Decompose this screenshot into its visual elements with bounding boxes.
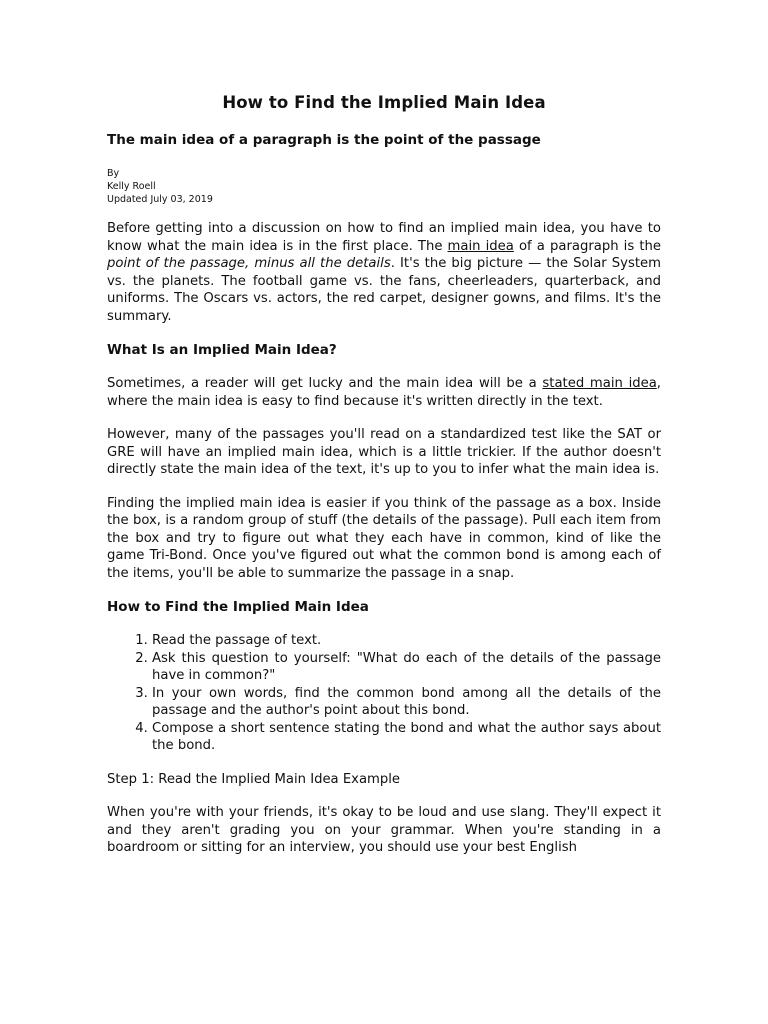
byline-by: By [107, 168, 120, 179]
steps-list [107, 632, 661, 755]
paragraph-stated [107, 375, 661, 410]
paragraph-intro-text-1: Before getting into a discussion on how to find an implied main idea, you have to know what the main idea is in the first place. The [107, 221, 661, 254]
step-1-heading: Step 1: Read the Implied Main Idea Example [107, 771, 401, 787]
paragraph-stated-text-1: Sometimes, a reader will get lucky and the main idea will be a [107, 376, 543, 391]
byline-updated: Updated July 03, 2019 [107, 194, 213, 205]
main-idea-link[interactable]: main idea [447, 238, 514, 254]
paragraph-stated-text-2: , where the main idea is easy to find because it's written directly in the text. [107, 376, 661, 409]
paragraph-example: When you're with your friends, it's okay to be loud and use slang. They'll expect it and they aren't grading you on your grammar. When you're standing in a boardroom or sitting for an interview, you should use your best English [107, 805, 661, 855]
section-heading-how-to-find: How to Find the Implied Main Idea [107, 599, 369, 615]
paragraph-box-analogy: Finding the implied main idea is easier if you think of the passage as a box. Inside the box, is a random group of stuff (the details of the passage). Pull each item from the box and try to figure out what they each have in common, kind of like the game Tri-Bond. Once you've figured out what the common bond is among each of the items, you'll be able to summarize the passage in a snap. [107, 495, 661, 581]
list-item: 1. Read the passage of text. [152, 632, 661, 650]
list-item: 3. In your own words, find the common bond among all the details of the passage and the author's point about this bond. [152, 685, 661, 720]
article-title: How to Find the Implied Main Idea [222, 93, 546, 112]
paragraph-intro [107, 220, 661, 325]
list-item: 2. Ask this question to yourself: "What do each of the details of the passage have in common?" [152, 650, 661, 685]
document-page [107, 93, 661, 873]
section-heading-implied-main-idea: What Is an Implied Main Idea? [107, 342, 337, 358]
byline [107, 167, 661, 206]
byline-author: Kelly Roell [107, 181, 156, 192]
stated-main-idea-link[interactable]: stated main idea [542, 376, 657, 391]
paragraph-standardized-test: However, many of the passages you'll read on a standardized test like the SAT or GRE will have an implied main idea, which is a little trickier. If the author doesn't directly state the main idea of the text, it's up to you to infer what the main idea is. [107, 427, 661, 477]
list-item: 4. Compose a short sentence stating the bond and what the author says about the bond. [152, 720, 661, 755]
paragraph-intro-emphasis: point of the passage, minus all the details [107, 256, 391, 271]
paragraph-intro-text-2: of a paragraph is the [513, 238, 661, 254]
article-subtitle: The main idea of a paragraph is the point of the passage [107, 132, 541, 148]
paragraph-intro-text-3: . It's the big picture — the Solar System vs. the planets. The football game vs. the fans, cheerleaders, quarterback, and uniforms. The Oscars vs. actors, the red carpet, designer gowns, and films. It's the summary. [107, 256, 661, 324]
